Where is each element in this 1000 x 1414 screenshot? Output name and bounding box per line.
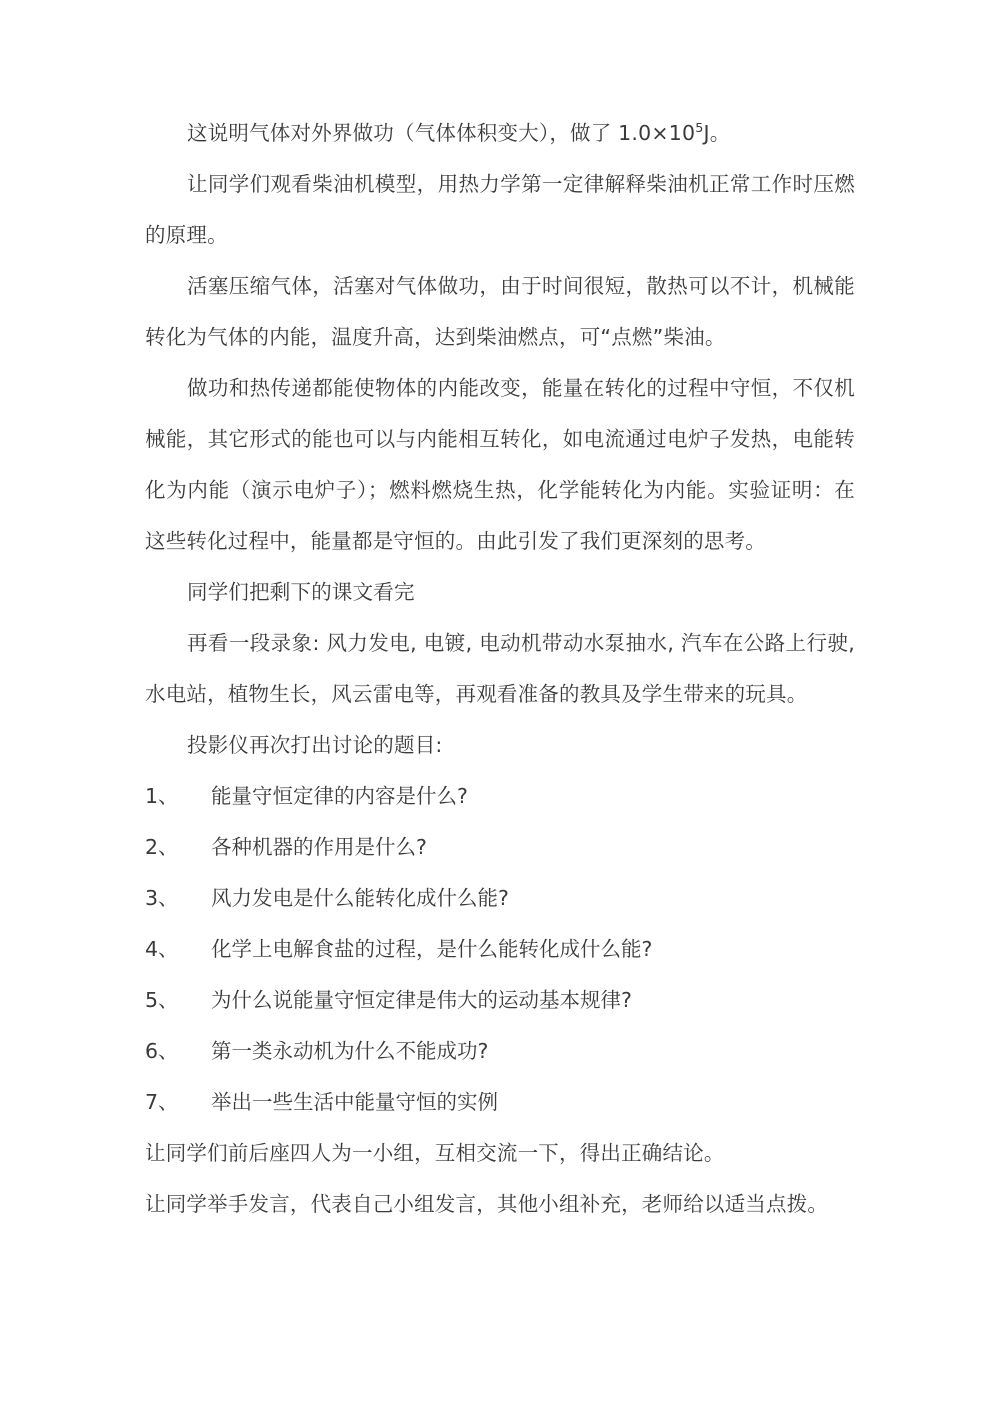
list-item xyxy=(145,771,855,822)
question-list xyxy=(145,771,855,1128)
list-item-label: 各种机器的作用是什么? xyxy=(211,835,427,859)
list-item xyxy=(145,975,855,1026)
paragraph-projector-topics: 投影仪再次打出讨论的题目: xyxy=(187,733,443,757)
paragraph-diesel-model: 让同学们观看柴油机模型，用热力学第一定律解释柴油机正常工作时压燃的原理。 xyxy=(145,172,855,247)
document-body xyxy=(145,108,855,1230)
list-item-number: 1、 xyxy=(145,784,179,808)
paragraph-video-examples: 再看一段录象: 风力发电, 电镀, 电动机带动水泵抽水, 汽车在公路上行驶, 水电站，植物生长，风云雷电等，再观看准备的教具及学生带来的玩具。 xyxy=(145,631,855,706)
list-item-number: 4、 xyxy=(145,937,179,961)
list-item-label: 为什么说能量守恒定律是伟大的运动基本规律? xyxy=(211,988,632,1012)
list-item-number: 7、 xyxy=(145,1090,179,1114)
list-item xyxy=(145,822,855,873)
paragraph-read-remaining-text: 同学们把剩下的课文看完 xyxy=(187,580,415,604)
list-item-number: 6、 xyxy=(145,1039,179,1063)
list-item xyxy=(145,1026,855,1077)
exponent-superscript: 5 xyxy=(695,120,704,136)
paragraph-text-before-superscript: 这说明气体对外界做功（气体体积变大），做了 1.0×10 xyxy=(187,121,696,145)
list-item xyxy=(145,1077,855,1128)
list-item xyxy=(145,873,855,924)
list-item-label: 举出一些生活中能量守恒的实例 xyxy=(211,1090,498,1114)
list-item-number: 2、 xyxy=(145,835,179,859)
list-item-number: 3、 xyxy=(145,886,179,910)
paragraph-student-presentation: 让同学举手发言，代表自己小组发言，其他小组补充，老师给以适当点拨。 xyxy=(145,1192,829,1216)
list-item xyxy=(145,924,855,975)
paragraph-gas-work xyxy=(145,108,855,159)
list-item-label: 第一类永动机为什么不能成功? xyxy=(211,1039,489,1063)
list-item-label: 能量守恒定律的内容是什么? xyxy=(211,784,468,808)
paragraph-text-after-superscript: J。 xyxy=(703,121,731,145)
paragraph-piston-compression: 活塞压缩气体，活塞对气体做功，由于时间很短，散热可以不计，机械能转化为气体的内能，温度升高，达到柴油燃点，可“点燃”柴油。 xyxy=(145,274,855,349)
paragraph-energy-conservation: 做功和热传递都能使物体的内能改变，能量在转化的过程中守恒，不仅机械能，其它形式的能也可以与内能相互转化，如电流通过电炉子发热，电能转化为内能（演示电炉子）；燃料燃烧生热，化学能转化为内能。实验证明：在这些转化过程中，能量都是守恒的。由此引发了我们更深刻的思考。 xyxy=(145,376,855,553)
paragraph-group-discussion: 让同学们前后座四人为一小组，互相交流一下，得出正确结论。 xyxy=(145,1141,725,1165)
list-item-number: 5、 xyxy=(145,988,179,1012)
list-item-label: 风力发电是什么能转化成什么能? xyxy=(211,886,509,910)
list-item-label: 化学上电解食盐的过程，是什么能转化成什么能? xyxy=(211,937,653,961)
